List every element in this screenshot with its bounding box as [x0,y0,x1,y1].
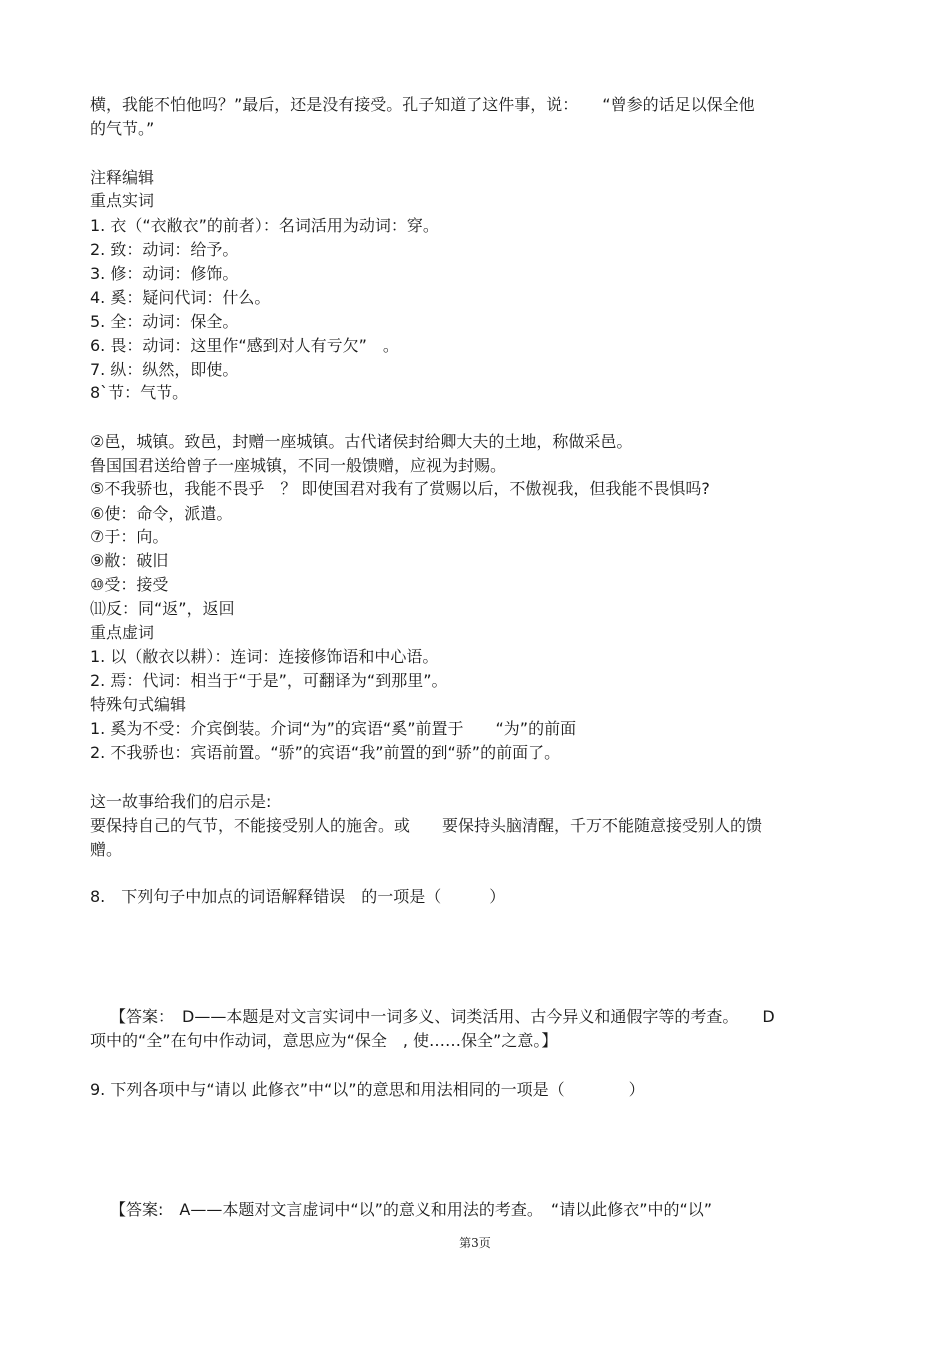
xuci-item: 1. 以（敝衣以耕）：连词：连接修饰语和中心语。 [90,647,439,666]
question-8-stem: 8. 下列句子中加点的词语解释错误 的一项是（ ） [90,887,506,906]
question-8-answer: 项中的“全”在句中作动词，意思应为“保全 , 使……保全”之意。】 [90,1031,558,1050]
shici-item: 6. 畏：动词：这里作“感到对人有亏欠” 。 [90,336,399,355]
question-9-answer: 【答案: A——本题对文言虚词中“以”的意义和用法的考查。 “请以此修衣”中的“以” [110,1200,713,1219]
extra-note: ②邑，城镇。致邑，封赠一座城镇。古代诸侯封给卿大夫的土地，称做采邑。 [90,432,633,451]
shici-heading: 重点实词 [90,191,155,210]
xuci-heading: 重点虚词 [90,623,155,642]
jushi-item: 1. 奚为不受：介宾倒装。介词“为”的宾语“奚”前置于 “为”的前面 [90,719,577,738]
extra-note: ⑾反：同“返”，返回 [90,599,235,618]
shici-item: 7. 纵：纵然，即使。 [90,360,239,379]
page-number: 第3页 [459,1236,491,1250]
extra-note: ⑥使：命令，派遣。 [90,504,233,523]
lesson-line: 要保持自己的气节，不能接受别人的施舍。或 要保持头脑清醒，千万不能随意接受别人的馈 [90,816,763,835]
extra-note: ⑨敝：破旧 [90,551,169,570]
shici-item: 2. 致：动词：给予。 [90,240,239,259]
passage-line: 横，我能不怕他吗？”最后，还是没有接受。孔子知道了这件事，说： “曾参的话足以保全他 [90,95,755,114]
shici-item: 8`节：气节。 [90,383,189,402]
extra-note: 鲁国国君送给曾子一座城镇，不同一般馈赠，应视为封赐。 [90,456,507,475]
lesson-line: 这一故事给我们的启示是: [90,792,272,811]
lesson-line: 赠。 [90,840,123,859]
notes-heading: 注释编辑 [90,168,155,187]
xuci-item: 2. 焉：代词：相当于“于是”，可翻译为“到那里”。 [90,671,448,690]
jushi-heading: 特殊句式编辑 [90,695,187,714]
shici-item: 4. 奚：疑问代词：什么。 [90,288,271,307]
question-8-answer: 【答案： D——本题是对文言实词中一词多义、词类活用、古今异义和通假字等的考查。 D [110,1007,775,1026]
shici-item: 3. 修：动词：修饰。 [90,264,239,283]
passage-line: 的气节。” [90,119,155,138]
question-9-stem: 9. 下列各项中与“请以 此修衣”中“以”的意思和用法相同的一项是（ ） [90,1080,645,1099]
shici-item: 5. 全：动词：保全。 [90,312,239,331]
extra-note: ⑤不我骄也，我能不畏乎 ？ 即使国君对我有了赏赐以后，不傲视我，但我能不畏惧吗? [90,479,710,498]
jushi-item: 2. 不我骄也：宾语前置。“骄”的宾语“我”前置的到“骄”的前面了。 [90,743,561,762]
extra-note: ⑩受：接受 [90,575,169,594]
shici-item: 1. 衣（“衣敝衣”的前者）：名词活用为动词：穿。 [90,216,439,235]
extra-note: ⑦于：向。 [90,527,169,546]
